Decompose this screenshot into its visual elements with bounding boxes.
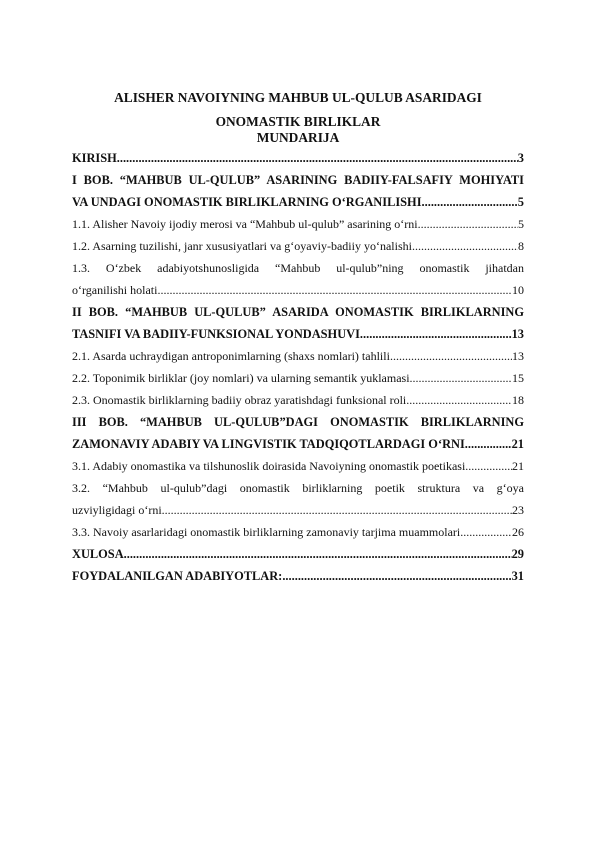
toc-entry-text: III BOB. “MAHBUB UL-QULUB”DAGI ONOMASTIK BIRLIKLARNING [72, 415, 524, 429]
toc-page-number: 3 [517, 151, 524, 165]
dot-leader [422, 191, 518, 213]
toc-entry-section-1-2[interactable] [72, 235, 524, 257]
toc-page-number: 21 [512, 459, 524, 473]
toc-entry-text: 1.2. Asarning tuzilishi, janr xususiyatlari va g‘oyaviy-badiiy yo‘nalishi [72, 239, 412, 253]
toc-heading: MUNDARIJA [256, 130, 340, 145]
toc-entry-section-2-1[interactable] [72, 345, 524, 367]
dot-leader [465, 433, 512, 455]
toc-entry-section-2-2[interactable] [72, 367, 524, 389]
toc-page-number: 10 [512, 283, 524, 297]
toc-entry-text: KIRISH [72, 151, 117, 165]
toc-entry-text-cont: o‘rganilishi holati [72, 283, 158, 297]
table-of-contents [72, 147, 524, 587]
toc-entry-text: 2.3. Onomastik birliklarning badiiy obraz yaratishdagi funksional roli [72, 393, 407, 407]
toc-entry-text-cont: TASNIFI VA BADIIY-FUNKSIONAL YONDASHUVI [72, 327, 360, 341]
dot-leader [412, 235, 518, 257]
toc-page-number: 23 [512, 503, 524, 517]
toc-entry-chapter-3[interactable] [72, 411, 524, 455]
toc-page-number: 5 [517, 195, 524, 209]
dot-leader [157, 279, 512, 301]
dot-leader [460, 521, 512, 543]
toc-entry-text: 2.1. Asarda uchraydigan antroponimlarning (shaxs nomlari) tahlili [72, 349, 390, 363]
toc-entry-section-3-3[interactable] [72, 521, 524, 543]
dot-leader [465, 455, 512, 477]
toc-entry-references[interactable] [72, 565, 524, 587]
dot-leader [162, 499, 512, 521]
toc-page-number: 18 [512, 393, 524, 407]
toc-entry-section-3-2[interactable] [72, 477, 524, 521]
toc-entry-section-1-1[interactable] [72, 213, 524, 235]
toc-page-number: 8 [518, 239, 524, 253]
toc-entry-chapter-2[interactable] [72, 301, 524, 345]
toc-entry-section-3-1[interactable] [72, 455, 524, 477]
toc-page-number: 29 [511, 547, 524, 561]
dot-leader [406, 389, 512, 411]
toc-page-number: 13 [512, 349, 524, 363]
title-line-2: ONOMASTIK BIRLIKLAR [215, 114, 381, 129]
toc-entry-text: XULOSA [72, 547, 124, 561]
toc-entry-text: 3.3. Navoiy asarlaridagi onomastik birliklarning zamonaviy tarjima muammolari [72, 525, 461, 539]
toc-entry-text: 1.1. Alisher Navoiy ijodiy merosi va “Mahbub ul-qulub” asarining o‘rni [72, 217, 418, 231]
toc-page-number: 15 [512, 371, 524, 385]
dot-leader [390, 345, 512, 367]
dot-leader [117, 147, 518, 169]
toc-entry-conclusion[interactable] [72, 543, 524, 565]
toc-entry-text-cont: uzviyligidagi o‘rni [72, 503, 162, 517]
dot-leader [360, 323, 512, 345]
toc-entry-text: 2.2. Toponimik birliklar (joy nomlari) va ularning semantik yuklamasi [72, 371, 410, 385]
document-title [72, 86, 524, 134]
toc-entry-text: 3.2. “Mahbub ul-qulub”dagi onomastik birliklarning poetik struktura va g‘oya [72, 481, 524, 495]
dot-leader [418, 213, 518, 235]
toc-page-number: 26 [512, 525, 524, 539]
toc-page-number: 13 [511, 327, 524, 341]
toc-entry-text: 1.3. O‘zbek adabiyotshunosligida “Mahbub ul-qulub”ning onomastik jihatdan [72, 261, 524, 275]
toc-page-number: 5 [518, 217, 524, 231]
toc-entry-text: 3.1. Adabiy onomastika va tilshunoslik doirasida Navoiyning onomastik poetikasi [72, 459, 466, 473]
toc-entry-chapter-1[interactable] [72, 169, 524, 213]
toc-page-number: 21 [511, 437, 524, 451]
dot-leader [124, 543, 512, 565]
toc-page-number: 31 [511, 569, 524, 583]
toc-entry-text: I BOB. “MAHBUB UL-QULUB” ASARINING BADIIY-FALSAFIY MOHIYATI [72, 173, 524, 187]
toc-entry-section-2-3[interactable] [72, 389, 524, 411]
dot-leader [282, 565, 511, 587]
title-line-1: ALISHER NAVOIYNING MAHBUB UL-QULUB ASARIDAGI [114, 90, 482, 105]
toc-entry-text: FOYDALANILGAN ADABIYOTLAR: [72, 569, 283, 583]
toc-entry-intro[interactable] [72, 147, 524, 169]
dot-leader [410, 367, 512, 389]
toc-entry-section-1-3[interactable] [72, 257, 524, 301]
toc-entry-text-cont: VA UNDAGI ONOMASTIK BIRLIKLARNING O‘RGANILISHI [72, 195, 422, 209]
toc-entry-text-cont: ZAMONAVIY ADABIY VA LINGVISTIK TADQIQOTLARDAGI O‘RNI [72, 437, 465, 451]
toc-entry-text: II BOB. “MAHBUB UL-QULUB” ASARIDA ONOMASTIK BIRLIKLARNING [72, 305, 524, 319]
